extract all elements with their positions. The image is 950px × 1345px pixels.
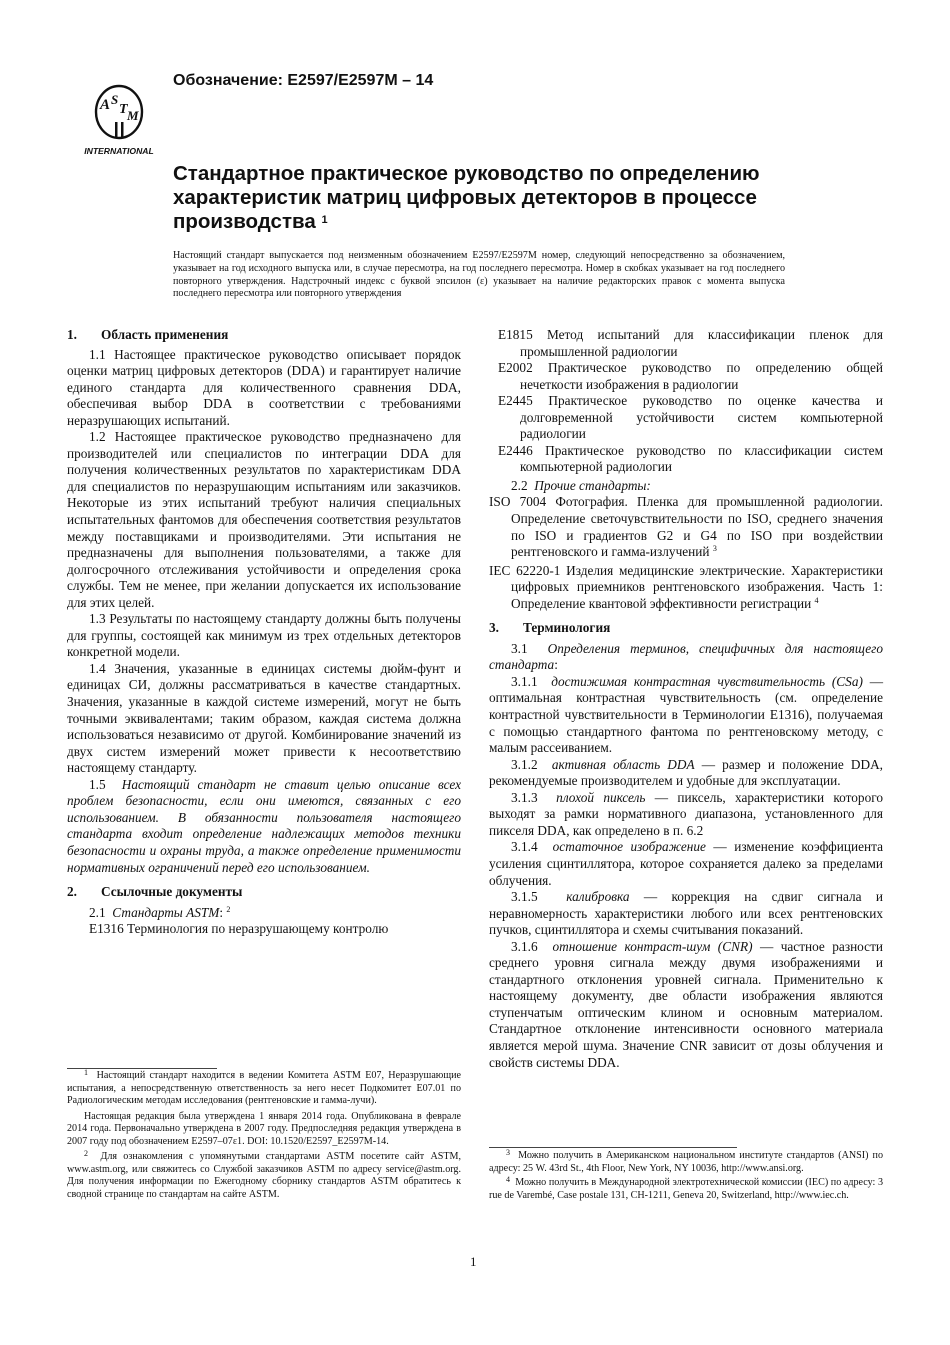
paragraph-1-5: 1.5 Настоящий стандарт не ставит целью описание всех проблем безопасности, если они имеются, связанных с его использованием. В обязанности пользователя настоящего стандарта входит определение надлежащих методов техники безопасности и охраны труда, а также определение применимости нормативных ограничений перед его использованием. <box>67 776 461 875</box>
section-1-heading: 1. Область применения <box>67 327 229 342</box>
reference-e2002: E2002 Практическое руководство по определению общей нечеткости изображения в радиологии <box>498 360 883 392</box>
section-3-heading: 3. Терминология <box>489 620 611 636</box>
left-column <box>67 327 461 938</box>
reference-iso-7004: ISO 7004 Фотография. Пленка для промышленной радиологии. Определение светочувствительности по ISO, среднего значения по ISO и градиентов G2 и G4 по ISO при воздействии рентгеновского и гамма-излучений $^3$ <box>489 494 883 560</box>
reference-e2446: E2446 Практическое руководство по классификации систем компьютерной радиологии <box>498 442 883 475</box>
section-2-heading: 2. Ссылочные документы <box>67 884 243 900</box>
term-3-1-2: 3.1.2 активная область DDA — размер и положение DDA, рекомендуемые производителем и удобные для эксплуатации. <box>489 756 883 789</box>
right-column <box>489 327 883 1071</box>
term-3-1-1: 3.1.1 достижимая контрастная чувствительность (CSa) — оптимальная контрастная чувствительность (см. определение контрастной чувствительности в Терминологии E1316), получаемая с помощью стандартного фантома по рентгеновскому методу, с малым рассеиванием. <box>489 673 884 756</box>
paragraph-1-2: 1.2 Настоящее практическое руководство предназначено для производителей или специалистов по интеграции DDA для получения количественных результатов по характеристикам DDA для специалистов по неразрушающим испытаниям или заказчиков. Некоторые из этих испытаний требуют наличия специальных испытательных фантомов для обеспечения соответствия результатов между поставщиками и производителями. Эти испытания не предназначены для выполнения пользователями, а также для долгосрочного отслеживания устойчивости и определения срока службы. Тем не менее, при желании допускается их использование для этих целей. <box>67 429 461 610</box>
svg-text:A: A <box>100 97 111 113</box>
term-3-1-5: 3.1.5 калибровка — коррекция на сдвиг сигнала и неравномерность характеристики любого или всех рентгеновских пучков, сцинтиллятора и схемы считывания показаний. <box>489 889 883 938</box>
reference-e1815: E1815 Метод испытаний для классификации пленок для промышленной радиологии <box>498 327 883 359</box>
paragraph-1-3: 1.3 Результаты по настоящему стандарту должны быть получены для группы, состоящей как минимум из трех отдельных детекторов конкретной модели. <box>67 611 461 660</box>
standard-notice: Настоящий стандарт выпускается под неизменным обозначением E2597/E2597M номер, следующий непосредственно за обозначением, указывает на год исходного выпуска или, в случае пересмотра, на год последнего пересмотра. Номер в скобках указывает на год последнего повторного утверждения. Надстрочный индекс с буквой эпсилон (ε) указывает на наличие редакторских правок с момента выпуска последнего пересмотра или повторного утверждения <box>173 250 785 300</box>
paragraph-2-1: 2.1 Стандарты ASTM: $^2$ <box>89 904 231 920</box>
footnotes-left <box>67 1070 461 1201</box>
term-3-1-3: 3.1.3 плохой пиксель — пиксель, характеристики которого выходят за рамки нормативного диапазона, установленного для пикселя DDA, как определено в п. 6.2 <box>489 789 883 838</box>
footnote-2: $^2$ Для ознакомления с упомянутыми стандартами ASTM посетите сайт ASTM, www.astm.org, или свяжитесь со Службой заказчиков ASTM по адресу service@astm.org. Для получения информации по Ежегодному сборнику стандартов ASTM обратитесь к сводной странице по стандартам на сайте ASTM. <box>67 1149 462 1200</box>
reference-e2445: E2445 Практическое руководство по оценке качества и долговременной устойчивости систем компьютерной радиологии <box>498 393 883 442</box>
logo-text: INTERNATIONAL <box>84 146 154 156</box>
paragraph-2-2: 2.2 Прочие стандарты: <box>511 477 651 493</box>
footnote-4: $^4$ Можно получить в Международной электротехнической комиссии (IEC) по адресу: 3 rue de Varembé, Case postale 131, CH-1211, Geneva 20, Switzerland, http://www.iec.ch. <box>489 1175 883 1201</box>
astm-logo <box>78 82 160 158</box>
svg-text:M: M <box>127 108 139 123</box>
footnote-3: $^3$ Можно получить в Американском национальном институте стандартов (ANSI) по адресу: 25 W. 43rd St., 4th Floor, New York, NY 10036, http://www.ansi.org. <box>489 1148 884 1174</box>
footnote-1-edition: Настоящая редакция была утверждена 1 января 2014 года. Опубликована в феврале 2014 года. Первоначально утверждена в 2007 году. Предпоследняя редакция утверждена в 2007 году под обозначением E2597–07ε1. DOI: 10.1520/E2597_E2597M-14. <box>67 1110 461 1147</box>
svg-text:T: T <box>119 102 128 117</box>
footnote-1: $^1$ Настоящий стандарт находится в ведении Комитета ASTM E07, Неразрушающие испытания, а непосредственную ответственность за него несет Подкомитет E07.01 по Радиологическим методам исследования (рентгеновские и гамма-лучи). <box>67 1068 461 1106</box>
paragraph-1-4: 1.4 Значения, указанные в единицах системы дюйм-фунт и единицах СИ, должны рассматриваться в качестве стандартных. Значения, указанные в каждой системе измерений, могут не быть точными эквивалентами; таким образом, каждая система должна использоваться независимо от другой. Комбинирование значений из двух систем измерений может привести к несоответствию настоящему стандарту. <box>67 660 461 776</box>
paragraph-3-1: 3.1 Определения терминов, специфичных для настоящего стандарта: <box>489 640 883 673</box>
document-designation: Обозначение: E2597/E2597M – 14 <box>173 72 434 89</box>
reference-iec-62220-1: IEC 62220-1 Изделия медицинские электрические. Характеристики цифровых приемников рентгеновского изображения. Часть 1: Определение квантовой эффективности регистрации $^4$ <box>489 562 883 611</box>
term-3-1-4: 3.1.4 остаточное изображение — изменение коэффициента усиления сцинтиллятора, которое сохраняется далеко за пределами облучения. <box>489 839 884 888</box>
page-number: 1 <box>470 1254 477 1269</box>
reference-e1316: E1316 Терминология по неразрушающему контролю <box>89 921 389 937</box>
footnote-rule-right <box>489 1147 737 1148</box>
footnote-rule-left <box>67 1068 217 1069</box>
footnotes-right <box>489 1150 883 1202</box>
paragraph-1-1: 1.1 Настоящее практическое руководство описывает порядок оценки матриц цифровых детекторов (DDA) и гарантирует наличие единого стандарта для количественного сравнения DDA, обеспечивая выбор DDA в соответствии с требованиями неразрушающих испытаний. <box>67 346 461 428</box>
document-title: Стандартное практическое руководство по определению характеристик матриц цифровых детекторов в процессе производства $^1$ <box>173 162 760 233</box>
term-3-1-6: 3.1.6 отношение контраст-шум (CNR) — частное разности среднего уровня сигнала между двумя изображениями и стандартного отклонения уровней сигнала. Применительно к настоящему документу, две области изображения являются ступенчатым оптическим клином и основным материалом. Стандартное отклонение интенсивности основного материала является мерой шума. Значение CNR зависит от дозы облучения и свойств системы DDA. <box>489 938 883 1070</box>
svg-text:S: S <box>111 92 119 107</box>
